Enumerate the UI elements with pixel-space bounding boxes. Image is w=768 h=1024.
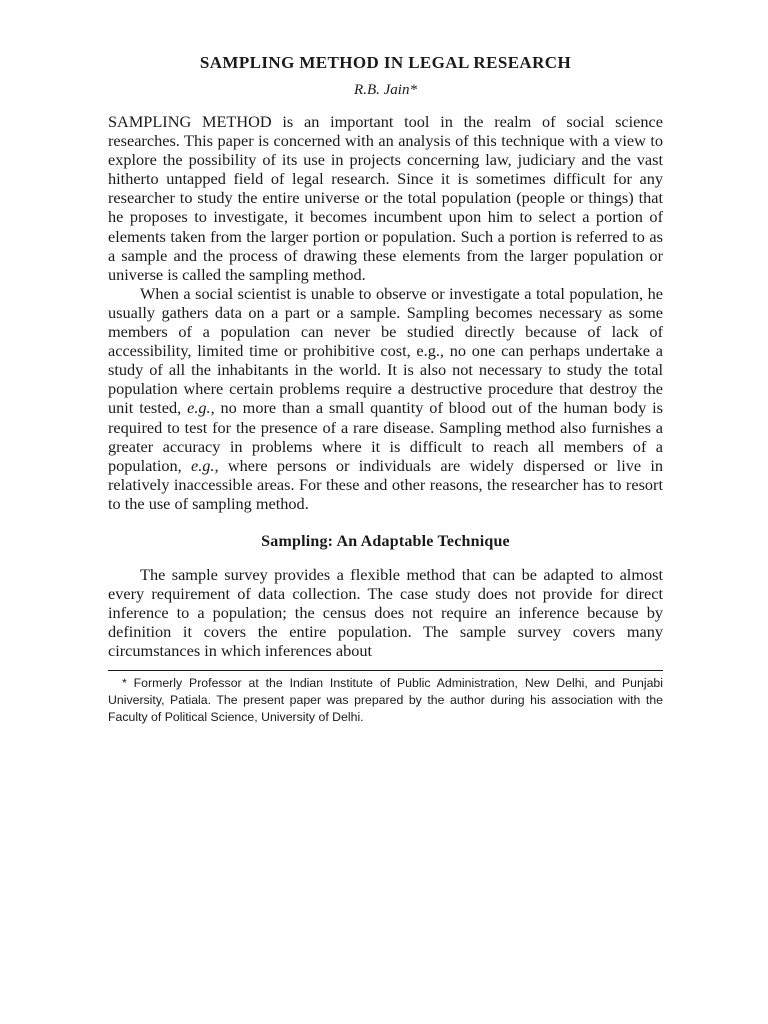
emphasis-eg: e.g., [191, 455, 219, 475]
article-title: SAMPLING METHOD IN LEGAL RESEARCH [199, 53, 572, 72]
article-author: R.B. Jain* [354, 82, 417, 98]
document-page [108, 52, 663, 726]
footnote-divider [108, 670, 663, 671]
footnote: * Formerly Professor at the Indian Institute of Public Administration, New Delhi, and Punjabi University, Patiala. The present paper was prepared by the author during his association with the Faculty of Political Science, University of Delhi. [108, 676, 663, 725]
emphasis-eg: e.g., [187, 398, 215, 418]
paragraph-text: When a social scientist is unable to observe or investigate a total population, he usually gathers data on a part or a sample. Sampling becomes necessary as some members of a population can never be studied directly because of lack of accessibility, limited time or prohibitive cost, e.g., no one can perhaps undertake a study of all the inhabitants in the world. It is also not necessary to study the total population where certain problems require a destructive procedure that destroy the unit tested, [108, 283, 663, 418]
paragraph-intro: SAMPLING METHOD is an important tool in the realm of social science researches. This paper is concerned with an analysis of this technique with a view to explore the possibility of its use in projects concerning law, judiciary and the vast hitherto untapped field of legal research. Since it is sometimes difficult for any researcher to study the entire universe or the total population (people or things) that he proposes to investigate, it becomes incumbent upon him to select a portion of elements taken from the larger portion or population. Such a portion is referred to as a sample and the process of drawing these elements from the larger population or universe is called the sampling method. [108, 112, 663, 284]
paragraph-text: where persons or individuals are widely dispersed or live in relatively inaccessible areas. For these and other reasons, the researcher has to resort to the use of sampling method. [108, 455, 664, 513]
section-heading: Sampling: An Adaptable Technique [261, 532, 510, 550]
paragraph-sample-survey: The sample survey provides a flexible method that can be adapted to almost every requirement of data collection. The case study does not provide for direct inference to a population; the census does not require an inference because by definition it covers the entire population. The sample survey covers many circumstances in which inferences about [108, 564, 663, 661]
paragraph-text: no more than a small quantity of blood out of the human body is required to test for the presence of a rare disease. Sampling method also furnishes a greater accuracy in problems where it is difficult to reach all members of a population, [108, 398, 663, 475]
paragraph-sampling-necessity [108, 284, 663, 513]
